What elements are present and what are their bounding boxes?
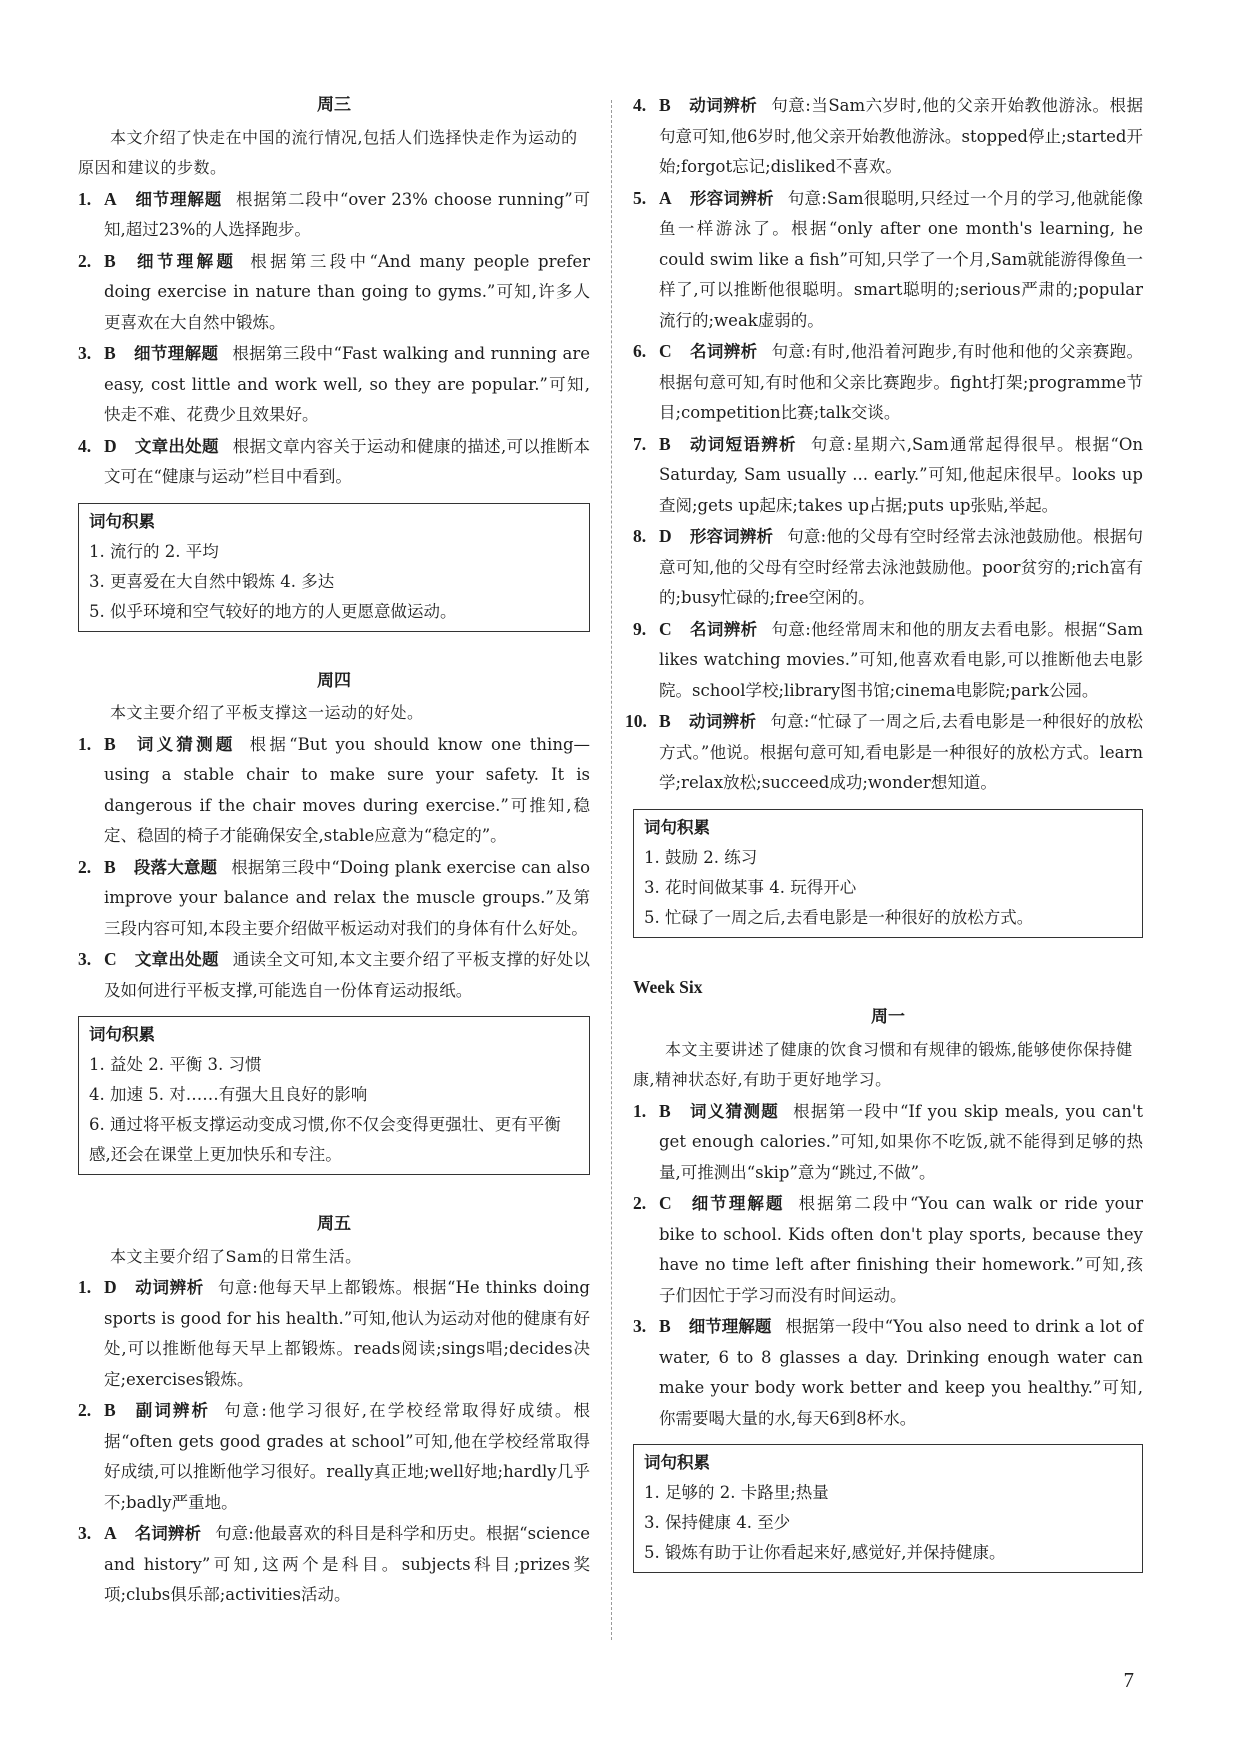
question-item: [633, 90, 1143, 183]
explanation: 句意:他每天早上都锻炼。根据“He thinks doing sports is good for his health.”可知,他认为运动对他的健康有好处,可以推断他每天早上都锻炼。reads阅读;sings唱;decides决定;exercises锻炼。: [104, 1278, 590, 1389]
question-number: 2.: [78, 250, 92, 271]
week-label: Week Six: [633, 976, 703, 997]
vocab-title: 词句积累: [89, 511, 155, 531]
question-type: 细节理解题: [133, 251, 237, 271]
vocab-line: 3. 花时间做某事 4. 玩得开心: [644, 877, 857, 897]
question-type: 文章出处题: [134, 436, 219, 456]
question-number: 5.: [633, 187, 647, 208]
vocab-line: 1. 鼓励 2. 练习: [644, 847, 758, 867]
question-type: 动词辨析: [688, 712, 757, 731]
question-number: 3.: [78, 343, 92, 363]
question-type: 细节理解题: [133, 344, 219, 363]
question-item: [78, 1395, 590, 1518]
vocab-box: [633, 1444, 1143, 1573]
answer-letter: C: [659, 618, 672, 639]
explanation: 句意:他最喜欢的科目是科学和历史。根据“science and history”可知,这两个是科目。subjects科目;prizes奖项;clubs俱乐部;activities活动。: [104, 1524, 590, 1604]
explanation: 根据“But you should know one thing—using a stable chair to make sure your safety. It is dangerous if the chair moves during exercise.”可推知,稳定、稳固的椅子才能确保安全,stable应意为“稳定的”。: [104, 734, 591, 845]
question-number: 7.: [633, 433, 647, 454]
question-type: 动词短语辨析: [688, 434, 797, 454]
question-number: 6.: [633, 341, 647, 361]
explanation: 句意:他经常周末和他的朋友去看电影。根据“Sam likes watching movies.”可知,他喜欢看电影,可以推断他去电影院。school学校;library图书馆;cinema电影院;park公园。: [659, 619, 1144, 700]
question-type: 细节理解题: [689, 1194, 785, 1213]
question-item: [633, 614, 1143, 707]
section-wednesday: [78, 90, 590, 632]
vocab-title: 词句积累: [644, 817, 710, 837]
section-intro: 本文介绍了快走在中国的流行情况,包括人们选择快走作为运动的原因和建议的步数。: [78, 127, 578, 177]
answer-letter: B: [659, 1100, 671, 1121]
answer-letter: A: [104, 188, 117, 209]
answer-letter: B: [104, 343, 116, 363]
question-number: 9.: [633, 618, 647, 639]
explanation: 根据第一段中“You also need to drink a lot of water, 6 to 8 glasses a day. Drinking enough water can make your body work better and keep you healthy.”可知,你需要喝大量的水,每天6到8杯水。: [659, 1317, 1143, 1428]
question-number: 2.: [78, 1400, 92, 1420]
vocab-line: 1. 益处 2. 平衡 3. 习惯: [89, 1055, 262, 1074]
column-divider: [611, 100, 612, 1640]
vocab-line: 5. 忙碌了一周之后,去看电影是一种很好的放松方式。: [644, 907, 1034, 927]
question-number: 4.: [633, 95, 647, 115]
section-thursday: [78, 666, 590, 1176]
vocab-line: 5. 似乎环境和空气较好的地方的人更愿意做运动。: [89, 601, 457, 621]
question-item: [633, 1311, 1143, 1434]
explanation: 句意:“忙碌了一周之后,去看电影是一种很好的放松方式。”他说。根据句意可知,看电影是一种很好的放松方式。learn学;relax放松;succeed成功;wonder想知道。: [659, 712, 1143, 792]
explanation: 通读全文可知,本文主要介绍了平板支撑的好处以及如何进行平板支撑,可能选自一份体育运动报纸。: [104, 950, 591, 1000]
question-type: 名词辨析: [134, 1524, 202, 1543]
question-number: 1.: [78, 1277, 92, 1297]
vocab-line: 3. 更喜爱在大自然中锻炼 4. 多达: [89, 571, 335, 591]
vocab-box: [78, 503, 590, 632]
explanation: 句意:他的父母有空时经常去泳池鼓励他。根据句意可知,他的父母有空时经常去泳池鼓励他。poor贫穷的;rich富有的;busy忙碌的;free空闲的。: [659, 527, 1144, 607]
vocab-line: 1. 流行的 2. 平均: [89, 541, 219, 561]
question-type: 副词辨析: [133, 1401, 211, 1420]
question-item: [78, 729, 590, 852]
answer-letter: C: [104, 949, 117, 969]
question-type: 形容词辨析: [689, 188, 774, 208]
question-type: 段落大意题: [133, 857, 218, 877]
question-number: 8.: [633, 526, 647, 546]
answer-letter: B: [104, 250, 116, 271]
section-intro: 本文主要介绍了Sam的日常生活。: [110, 1246, 362, 1266]
explanation: 根据第二段中“You can walk or ride your bike to school. Kids often don't play sports, because they have no time left after finishing their homework.”可知,孩子们因忙于学习而没有时间运动。: [659, 1194, 1144, 1305]
question-number: 1.: [78, 188, 92, 209]
vocab-box: [78, 1016, 590, 1175]
section-title: 周三: [317, 95, 351, 115]
section-title: 周四: [317, 670, 351, 691]
question-type: 词义猜测题: [688, 1101, 780, 1121]
question-item: [78, 944, 590, 1006]
answer-letter: B: [104, 1400, 116, 1420]
section-friday-continued: [625, 90, 1144, 938]
answer-letter: C: [659, 341, 672, 361]
question-item: [78, 852, 590, 945]
question-item: [78, 246, 590, 339]
question-number: 3.: [633, 1316, 647, 1336]
question-number: 3.: [78, 949, 92, 969]
vocab-line: 1. 足够的 2. 卡路里;热量: [644, 1483, 829, 1502]
vocab-line: 6. 通过将平板支撑运动变成习惯,你不仅会变得更强壮、更有平衡感,还会在课堂上更加快乐和专注。: [89, 1115, 561, 1164]
question-type: 名词辨析: [689, 619, 758, 639]
question-item: [78, 338, 590, 431]
explanation: 句意:当Sam六岁时,他的父亲开始教他游泳。根据句意可知,他6岁时,他父亲开始教他游泳。stopped停止;started开始;forgot忘记;disliked不喜欢。: [659, 96, 1144, 176]
question-type: 细节理解题: [134, 189, 223, 209]
question-type: 形容词辨析: [689, 527, 774, 546]
question-type: 细节理解题: [688, 1317, 772, 1336]
question-number: 1.: [633, 1100, 647, 1121]
question-item: [78, 1272, 590, 1395]
right-column: [625, 90, 1144, 1573]
answer-letter: B: [659, 1316, 671, 1336]
question-item: [633, 183, 1143, 337]
vocab-box: [633, 809, 1143, 938]
section-title: 周一: [871, 1007, 905, 1027]
answer-letter: D: [104, 435, 117, 456]
vocab-title: 词句积累: [644, 1453, 710, 1472]
vocab-title: 词句积累: [89, 1025, 155, 1044]
section-title: 周五: [317, 1214, 351, 1234]
question-type: 动词辨析: [688, 96, 758, 115]
explanation: 句意:他学习很好,在学校经常取得好成绩。根据“often gets good grades at school”可知,他在学校经常取得好成绩,可以推断他学习很好。really真正地;well好地;hardly几乎不;badly严重地。: [104, 1401, 590, 1512]
question-number: 1.: [78, 733, 92, 754]
section-friday: [78, 1209, 590, 1611]
explanation: 根据第三段中“Fast walking and running are easy, cost little and work well, so they are popular.”可知,快走不难、花费少且效果好。: [104, 344, 591, 424]
answer-letter: A: [659, 187, 672, 208]
question-number: 2.: [78, 856, 92, 877]
question-item: [78, 184, 590, 246]
section-intro: 本文主要介绍了平板支撑这一运动的好处。: [110, 703, 424, 722]
question-item: [633, 336, 1143, 429]
vocab-line: 3. 保持健康 4. 至少: [644, 1513, 791, 1532]
section-intro: 本文主要讲述了健康的饮食习惯和有规律的锻炼,能够使你保持健康,精神状态好,有助于更好地学习。: [633, 1039, 1133, 1089]
answer-letter: D: [104, 1277, 117, 1297]
question-number: 4.: [78, 435, 92, 456]
page-number: 7: [1123, 1668, 1134, 1692]
answer-letter: B: [104, 856, 116, 877]
answer-letter: B: [659, 95, 671, 115]
question-type: 文章出处题: [134, 950, 219, 969]
vocab-line: 4. 加速 5. 对……有强大且良好的影响: [89, 1085, 368, 1104]
question-type: 动词辨析: [134, 1278, 204, 1297]
explanation: 根据第一段中“If you skip meals, you can't get enough calories.”可知,如果你不吃饭,就不能得到足够的热量,可推测出“skip”意为“跳过,不做”。: [659, 1101, 1143, 1182]
question-type: 词义猜测题: [133, 734, 236, 754]
explanation: 句意:有时,他沿着河跑步,有时他和他的父亲赛跑。根据句意可知,有时他和父亲比赛跑步。fight打架;programme节目;competition比赛;talk交谈。: [659, 342, 1143, 422]
answer-letter: C: [659, 1193, 672, 1213]
question-item: [633, 1188, 1143, 1311]
answer-letter: D: [659, 526, 672, 546]
question-item: [633, 1096, 1143, 1189]
answer-letter: B: [104, 733, 116, 754]
question-item: [633, 429, 1143, 522]
explanation: 根据第三段中“Doing plank exercise can also improve your balance and relax the muscle groups.”及第三段内容可知,本段主要介绍做平板运动对我们的身体有什么好处。: [104, 857, 591, 938]
explanation: 句意:Sam很聪明,只经过一个月的学习,他就能像鱼一样游泳了。根据“only after one month's learning, he could swim like a fish”可知,只学了一个月,Sam就能游得像鱼一样了,可以推断他很聪明。smart聪明的;serious严肃的;popular流行的;weak虚弱的。: [659, 188, 1143, 330]
answer-letter: B: [659, 711, 671, 731]
section-monday: [633, 1002, 1143, 1573]
question-number: 3.: [78, 1523, 92, 1543]
question-item: [625, 706, 1143, 799]
question-item: [633, 521, 1143, 614]
explanation: 根据第三段中“And many people prefer doing exercise in nature than going to gyms.”可知,许多人更喜欢在大自然中锻炼。: [104, 251, 591, 332]
explanation: 句意:星期六,Sam通常起得很早。根据“On Saturday, Sam usually ... early.”可知,他起床很早。looks up查阅;gets up起床;takes up占据;puts up张贴,举起。: [659, 434, 1143, 515]
question-item: [78, 431, 590, 493]
explanation: 根据文章内容关于运动和健康的描述,可以推断本文可在“健康与运动”栏目中看到。: [104, 436, 591, 486]
question-type: 名词辨析: [689, 342, 758, 361]
question-number: 2.: [633, 1193, 647, 1213]
explanation: 根据第二段中“over 23% choose running”可知,超过23%的人选择跑步。: [104, 189, 591, 239]
left-column: [78, 90, 590, 1611]
answer-letter: A: [104, 1523, 117, 1543]
question-item: [78, 1518, 590, 1611]
question-number: 10.: [625, 711, 647, 731]
answer-letter: B: [659, 433, 671, 454]
vocab-line: 5. 锻炼有助于让你看起来好,感觉好,并保持健康。: [644, 1543, 1006, 1562]
